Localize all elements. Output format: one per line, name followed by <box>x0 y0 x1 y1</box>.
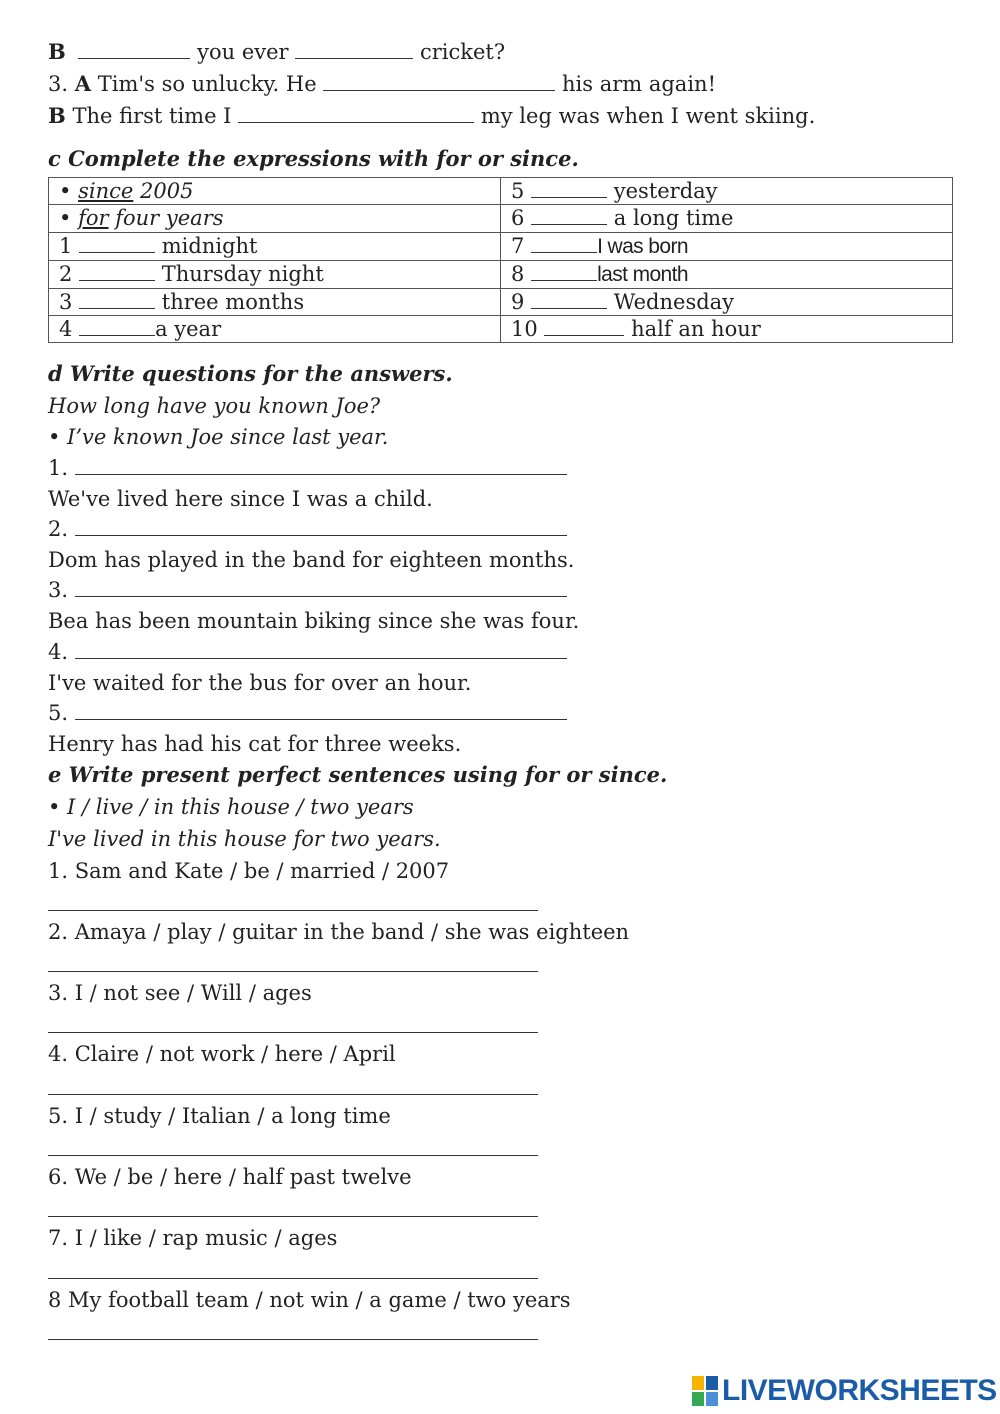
sentence-input[interactable] <box>48 1259 538 1279</box>
example-word: for <box>78 206 109 231</box>
prompt-line: 1. Sam and Kate / be / married / 2007 <box>48 859 450 883</box>
answer-blank[interactable] <box>531 234 597 253</box>
question-line: 3. <box>48 577 567 603</box>
sentence-input[interactable] <box>48 1075 538 1095</box>
prompt-line: 2. Amaya / play / guitar in the band / she was eighteen <box>48 920 630 944</box>
table-row <box>49 315 953 342</box>
prompt-line: 4. Claire / not work / here / April <box>48 1042 396 1066</box>
answer-blank[interactable] <box>238 104 474 123</box>
sentence-input[interactable] <box>48 1197 538 1217</box>
logo-square <box>692 1392 704 1406</box>
answer-blank[interactable] <box>79 317 155 336</box>
question-input[interactable] <box>75 456 567 475</box>
logo-square <box>706 1376 718 1390</box>
question-input[interactable] <box>75 517 567 536</box>
section-e-heading: e Write present perfect sentences using for or since. <box>48 762 668 787</box>
text-fragment: my leg was when I went skiing. <box>480 104 816 128</box>
section-d-heading: d Write questions for the answers. <box>48 361 453 386</box>
prompt-line: 6. We / be / here / half past twelve <box>48 1165 412 1189</box>
table-row <box>49 178 953 205</box>
table-cell: • since 2005 <box>49 178 501 205</box>
table-cell: 8 last month <box>501 260 953 288</box>
sentence-input[interactable] <box>48 1136 538 1156</box>
question-input[interactable] <box>75 640 567 659</box>
dialogue-line-3b <box>48 103 815 129</box>
sentence-input[interactable] <box>48 891 538 911</box>
table-cell: 9 Wednesday <box>501 288 953 315</box>
prompt-line: 5. I / study / Italian / a long time <box>48 1104 391 1128</box>
table-row <box>49 260 953 288</box>
liveworksheets-logo-icon <box>692 1376 718 1406</box>
speaker-label: A <box>74 71 92 96</box>
given-answer: I've waited for the bus for over an hour. <box>48 671 472 695</box>
answer-blank[interactable] <box>79 290 155 309</box>
example-word: since <box>78 179 134 204</box>
table-cell: 10 half an hour <box>501 315 953 342</box>
prompt-line: 3. I / not see / Will / ages <box>48 981 312 1005</box>
logo-text: LIVEWORKSHEETS <box>722 1374 997 1407</box>
speaker-label: B <box>48 103 66 128</box>
table-cell: 4 a year <box>49 315 501 342</box>
answer-blank[interactable] <box>78 40 190 59</box>
example-prompt: • I / live / in this house / two years <box>48 795 414 819</box>
item-number: 3. <box>48 72 69 96</box>
text-fragment: cricket? <box>419 40 506 64</box>
question-line: 1. <box>48 455 567 481</box>
example-question: How long have you known Joe? <box>48 394 381 418</box>
sentence-input[interactable] <box>48 952 538 972</box>
for-since-table <box>48 177 953 343</box>
sentence-input[interactable] <box>48 1320 538 1340</box>
table-cell: 5 yesterday <box>501 178 953 205</box>
question-line: 4. <box>48 639 567 665</box>
question-line: 2. <box>48 516 567 542</box>
section-c-heading: c Complete the expressions with for or since. <box>48 146 579 171</box>
question-input[interactable] <box>75 701 567 720</box>
table-row <box>49 288 953 315</box>
question-line: 5. <box>48 700 567 726</box>
given-answer: Dom has played in the band for eighteen months. <box>48 548 575 572</box>
example-sentence: I've lived in this house for two years. <box>48 827 441 851</box>
answer-blank[interactable] <box>531 179 607 198</box>
text-fragment: his arm again! <box>562 72 717 96</box>
dialogue-line-3a <box>48 71 716 97</box>
text-fragment: you ever <box>197 40 289 64</box>
answer-blank[interactable] <box>544 317 624 336</box>
given-answer: We've lived here since I was a child. <box>48 487 433 511</box>
table-row <box>49 232 953 260</box>
answer-blank[interactable] <box>79 262 155 281</box>
answer-blank[interactable] <box>323 72 555 91</box>
liveworksheets-logo <box>692 1373 997 1409</box>
answer-blank[interactable] <box>531 262 597 281</box>
table-cell: 2 Thursday night <box>49 260 501 288</box>
table-cell: 3 three months <box>49 288 501 315</box>
given-answer: Bea has been mountain biking since she was four. <box>48 609 580 633</box>
table-cell: 1 midnight <box>49 232 501 260</box>
given-answer: Henry has had his cat for three weeks. <box>48 732 462 756</box>
table-cell: • for four years <box>49 205 501 232</box>
prompt-line: 7. I / like / rap music / ages <box>48 1226 338 1250</box>
answer-blank[interactable] <box>531 290 607 309</box>
table-row <box>49 205 953 232</box>
answer-blank[interactable] <box>531 206 607 225</box>
prompt-line: 8 My football team / not win / a game / two years <box>48 1288 571 1312</box>
text-fragment: Tim's so unlucky. He <box>97 72 317 96</box>
speaker-label: B <box>48 39 66 64</box>
logo-square <box>692 1376 704 1390</box>
table-cell: 6 a long time <box>501 205 953 232</box>
example-answer: • I’ve known Joe since last year. <box>48 425 389 449</box>
dialogue-line-b <box>48 39 505 65</box>
logo-square <box>706 1392 718 1406</box>
table-cell: 7 I was born <box>501 232 953 260</box>
text-fragment: The first time I <box>72 104 232 128</box>
question-input[interactable] <box>75 578 567 597</box>
answer-blank[interactable] <box>295 40 413 59</box>
answer-blank[interactable] <box>79 234 155 253</box>
sentence-input[interactable] <box>48 1013 538 1033</box>
